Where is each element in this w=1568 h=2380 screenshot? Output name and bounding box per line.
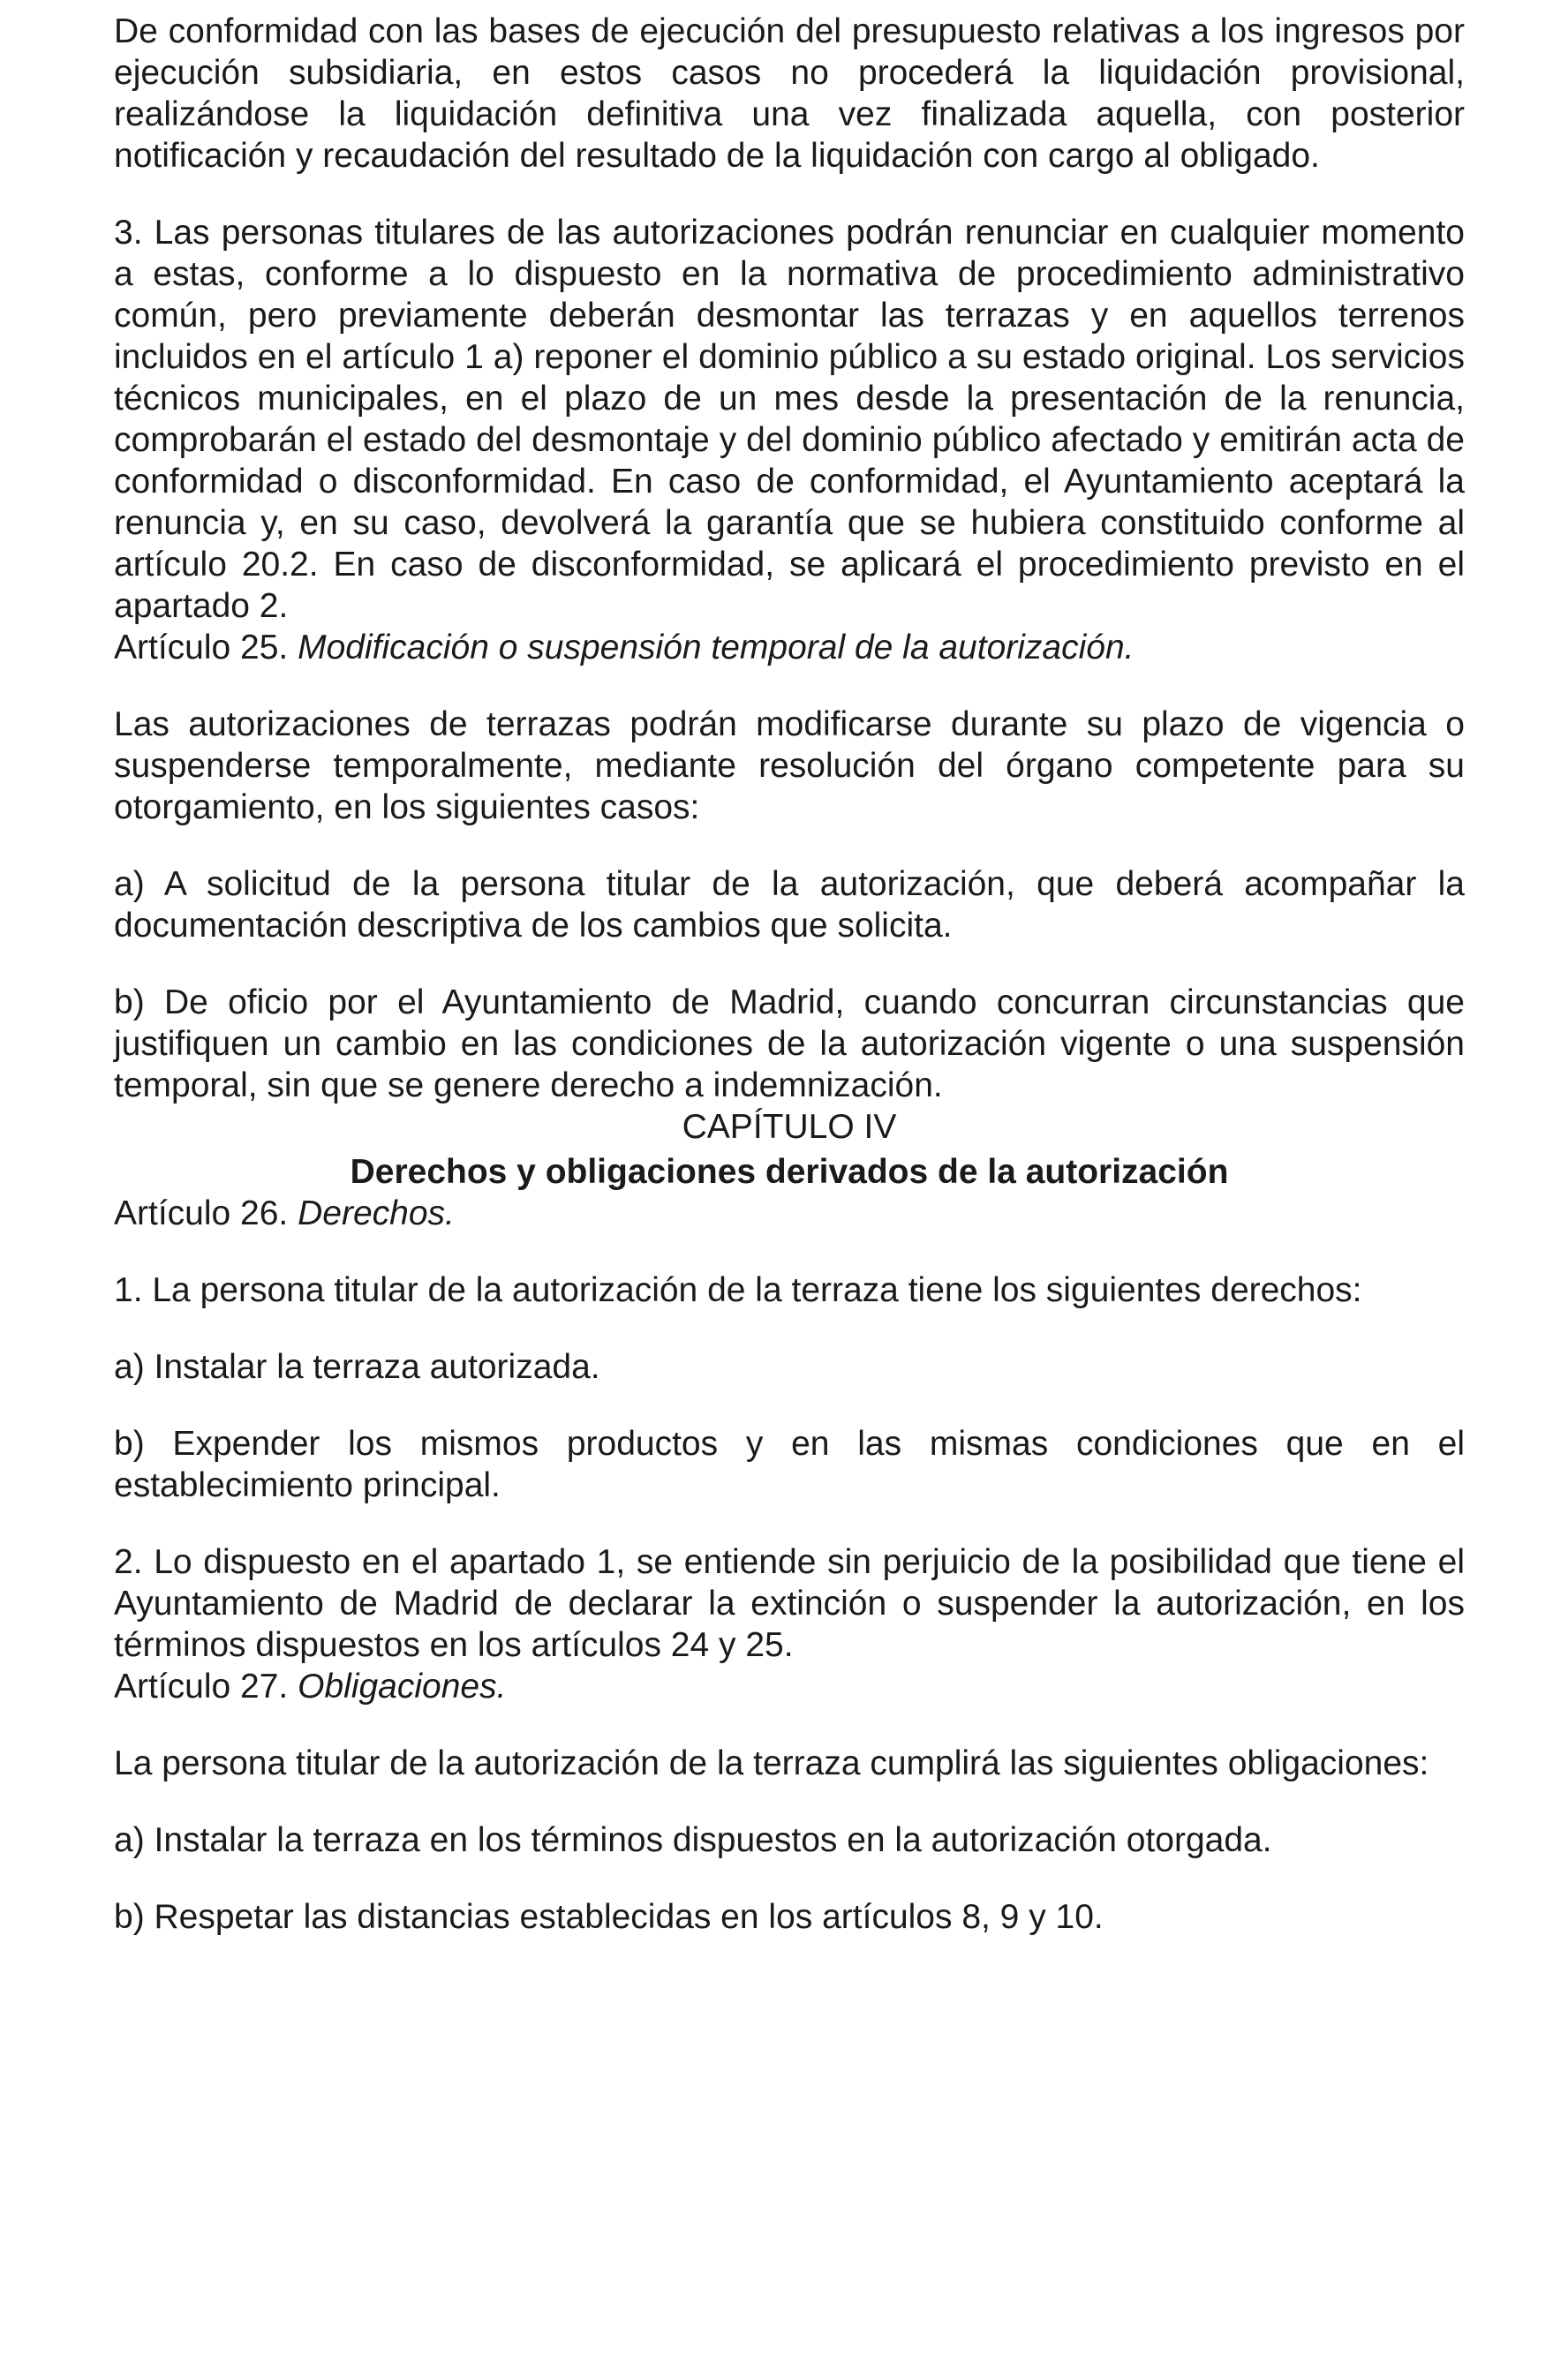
article-26-heading bbox=[114, 1193, 1465, 1234]
article-27-intro: La persona titular de la autorización de la terraza cumplirá las siguientes obligaciones: bbox=[114, 1744, 1429, 1782]
article-25-item-b: b) De oficio por el Ayuntamiento de Madrid, cuando concurran circunstancias que justifiquen un cambio en las condiciones de la autorización vigente o una suspensión temporal, sin que se genere derecho a indemnización. bbox=[114, 983, 1465, 1104]
article-26-item-b: b) Expender los mismos productos y en las mismas condiciones que en el establecimiento principal. bbox=[114, 1425, 1465, 1504]
article-25-label: Artículo 25. bbox=[114, 629, 289, 667]
article-25-heading bbox=[114, 627, 1465, 668]
paragraph-intro: De conformidad con las bases de ejecución del presupuesto relativas a los ingresos por ejecución subsidiaria, en estos casos no procederá la liquidación provisional, realizándose la liquidación definitiva una vez finalizada aquella, con posterior notificación y recaudación del resultado de la liquidación con cargo al obligado. bbox=[114, 12, 1465, 175]
article-26-label: Artículo 26. bbox=[114, 1194, 289, 1232]
article-27-label: Artículo 27. bbox=[114, 1668, 289, 1706]
article-25-item-a: a) A solicitud de la persona titular de la autorización, que deberá acompañar la documentación descriptiva de los cambios que solicita. bbox=[114, 865, 1465, 945]
chapter-number: CAPÍTULO IV bbox=[682, 1108, 897, 1146]
article-25-title: Modificación o suspensión temporal de la autorización. bbox=[298, 629, 1135, 667]
article-26-item-a: a) Instalar la terraza autorizada. bbox=[114, 1348, 600, 1386]
article-27-item-b: b) Respetar las distancias establecidas en los artículos 8, 9 y 10. bbox=[114, 1898, 1104, 1936]
document-page bbox=[114, 11, 1465, 1938]
article-25-intro: Las autorizaciones de terrazas podrán modificarse durante su plazo de vigencia o suspenderse temporalmente, mediante resolución del órgano competente para su otorgamiento, en los siguientes casos: bbox=[114, 705, 1465, 826]
paragraph-3: 3. Las personas titulares de las autorizaciones podrán renunciar en cualquier momento a estas, conforme a lo dispuesto en la normativa de procedimiento administrativo común, pero previamente deberán desmontar las terrazas y en aquellos terrenos incluidos en el artículo 1 a) reponer el dominio público a su estado original. Los servicios técnicos municipales, en el plazo de un mes desde la presentación de la renuncia, comprobarán el estado del desmontaje y del dominio público afectado y emitirán acta de conformidad o disconformidad. En caso de conformidad, el Ayuntamiento aceptará la renuncia y, en su caso, devolverá la garantía que se hubiera constituido conforme al artículo 20.2. En caso de disconformidad, se aplicará el procedimiento previsto en el apartado 2. bbox=[114, 214, 1465, 625]
article-27-heading bbox=[114, 1666, 1465, 1707]
chapter-title: Derechos y obligaciones derivados de la autorización bbox=[350, 1153, 1229, 1191]
article-27-item-a: a) Instalar la terraza en los términos dispuestos en la autorización otorgada. bbox=[114, 1821, 1272, 1859]
article-27-title: Obligaciones. bbox=[298, 1668, 507, 1706]
article-26-title: Derechos. bbox=[298, 1194, 455, 1232]
article-26-paragraph-2: 2. Lo dispuesto en el apartado 1, se entiende sin perjuicio de la posibilidad que tiene el Ayuntamiento de Madrid de declarar la extinción o suspender la autorización, en los términos dispuestos en los artículos 24 y 25. bbox=[114, 1543, 1465, 1664]
article-26-paragraph-1: 1. La persona titular de la autorización de la terraza tiene los siguientes derechos: bbox=[114, 1271, 1362, 1309]
